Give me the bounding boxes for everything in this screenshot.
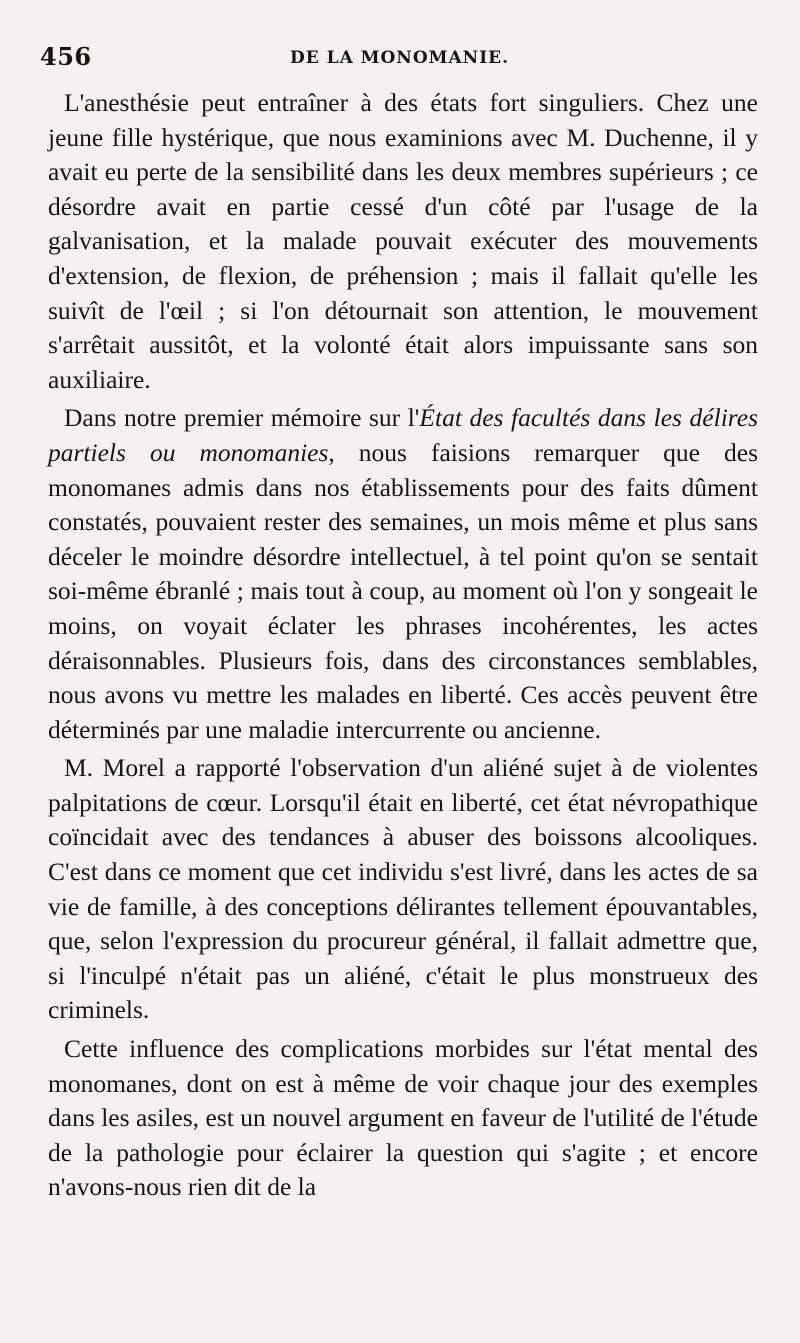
paragraph-1: L'anesthésie peut entraîner à des états fort singuliers. Chez une jeune fille hystérique, que nous examinions avec M. Duchenne, il y avait eu perte de la sensibilité dans les deux membres supérieurs ; ce désordre avait en partie cessé d'un côté par l'usage de la galvanisation, et la malade pouvait exécuter des mouvements d'extension, de flexion, de préhension ; mais il fallait qu'elle les suivît de l'œil ; si l'on détournait son attention, le mouvement s'arrêtait aussitôt, et la volonté était alors impuissante sans son auxiliaire. [48,88,758,394]
cited-title: État des facultés dans les délires partiels ou monomanies [48,403,758,467]
page-header [0,42,800,78]
paragraph-2-rest: , nous faisions remarquer que des monomanes admis dans nos établissements pour des faits dûment constatés, pouvaient rester des semaines, un mois même et plus sans déceler le moindre désordre intellectuel, à tel point qu'on se sentait soi-même ébranlé ; mais tout à coup, au moment où l'on y songeait le moins, on voyait éclater les phrases incohérentes, les actes déraisonnables. Plusieurs fois, dans des circonstances semblables, nous avons vu mettre les malades en liberté. Ces accès peuvent être déterminés par une maladie intercurrente ou ancienne. [48,437,758,744]
body-text [48,86,758,1205]
paragraph-2 [48,401,758,747]
paragraph-3: M. Morel a rapporté l'observation d'un aliéné sujet à de violentes palpitations de cœur. Lorsqu'il était en liberté, cet état névropathique coïncidait avec des tendances à abuser des boissons alcooliques. C'est dans ce moment que cet individu s'est livré, dans les actes de sa vie de famille, à des conceptions délirantes tellement épouvantables, que, selon l'expression du procureur général, il fallait admettre que, si l'inculpé n'était pas un aliéné, c'était le plus monstrueux des criminels. [48,753,758,1025]
page-number: 456 [40,42,92,71]
running-title: DE LA MONOMANIE. [290,48,510,68]
paragraph-4: Cette influence des complications morbides sur l'état mental des monomanes, dont on est à même de voir chaque jour des exemples dans les asiles, est un nouvel argument en faveur de l'utilité de l'étude de la pathologie pour éclairer la question qui s'agite ; et encore n'avons-nous rien dit de la [48,1034,758,1202]
paragraph-2-lead: Dans notre premier mémoire sur l' [64,403,420,433]
